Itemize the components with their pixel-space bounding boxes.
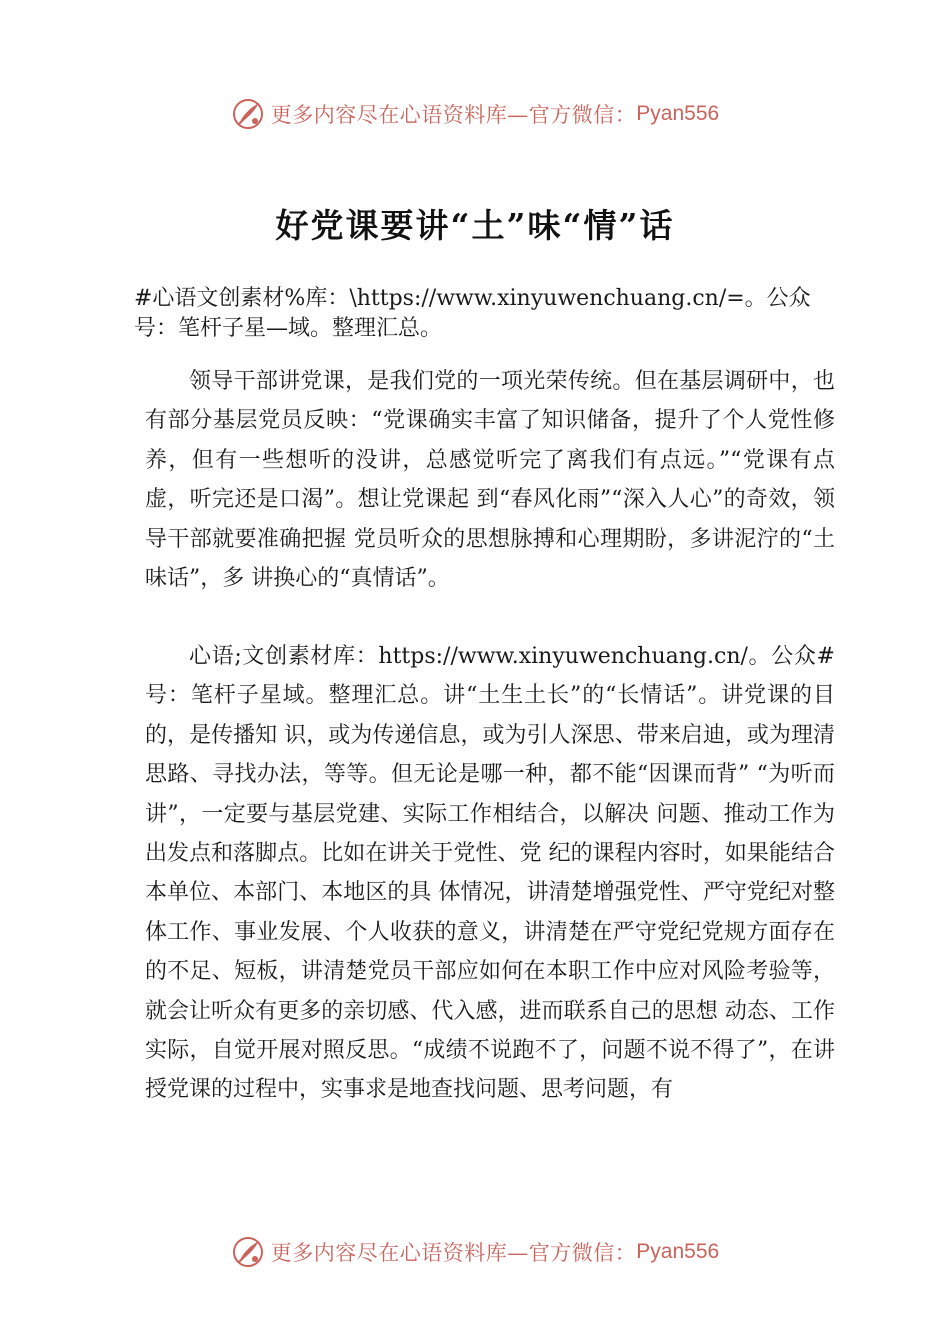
quill-seal-icon [231, 97, 265, 131]
banner-text: 更多内容尽在心语资料库—官方微信： [270, 103, 637, 127]
header-banner [0, 92, 950, 136]
banner-text: 更多内容尽在心语资料库—官方微信： [270, 1241, 637, 1265]
source-line: #心语文创素材%库：\https://www.xinyuwenchuang.cn/=。公众号：笔杆子星—域。整理汇总。 [134, 286, 811, 341]
paragraph-2: 心语;文创素材库：https://www.xinyuwenchuang.cn/。公众#号：笔杆子星域。整理汇总。讲“土生土长”的“长情话”。讲党课的目的，是传播知 识，或为传递信息，或为引人深思、带来启迪，或为理清思路、寻找办法，等等。但无论是哪一种，都不能“因课而背” “为听而讲”，一定要与基层党建、实际工作相结合，以解决 问题、推动工作为出发点和落脚点。比如在讲关于党性、党 纪的课程内容时，如果能结合本单位、本部门、本地区的具 体情况，讲清楚增强党性、严守党纪对整体工作、事业发展、个人收获的意义，讲清楚在严守党纪党规方面存在的不足、短板，讲清楚党员干部应如何在本职工作中应对风险考验等， 就会让听众有更多的亲切感、代入感，进而联系自己的思想 动态、工作实际，自觉开展对照反思。“成绩不说跑不了，问题不说不得了”，在讲授党课的过程中，实事求是地查找问题、思考问题，有 [145, 644, 835, 1103]
banner-wechat-id: Pyan556 [636, 1240, 720, 1263]
footer-banner [0, 1230, 950, 1274]
banner-wechat-id: Pyan556 [636, 102, 720, 125]
quill-seal-icon [231, 1235, 265, 1269]
paragraph-1: 领导干部讲党课，是我们党的一项光荣传统。但在基层调研中，也有部分基层党员反映：“党课确实丰富了知识储备，提升了个人党性修养，但有一些想听的没讲，总感觉听完了离我们有点远。”“党课有点虚，听完还是口渴”。想让党课起 到“春风化雨”“深入人心”的奇效，领导干部就要准确把握 党员听众的思想脉搏和心理期盼，多讲泥泞的“土味话”，多 讲换心的“真情话”。 [145, 369, 835, 592]
document-title: 好党课要讲“土”味“情”话 [275, 206, 675, 245]
